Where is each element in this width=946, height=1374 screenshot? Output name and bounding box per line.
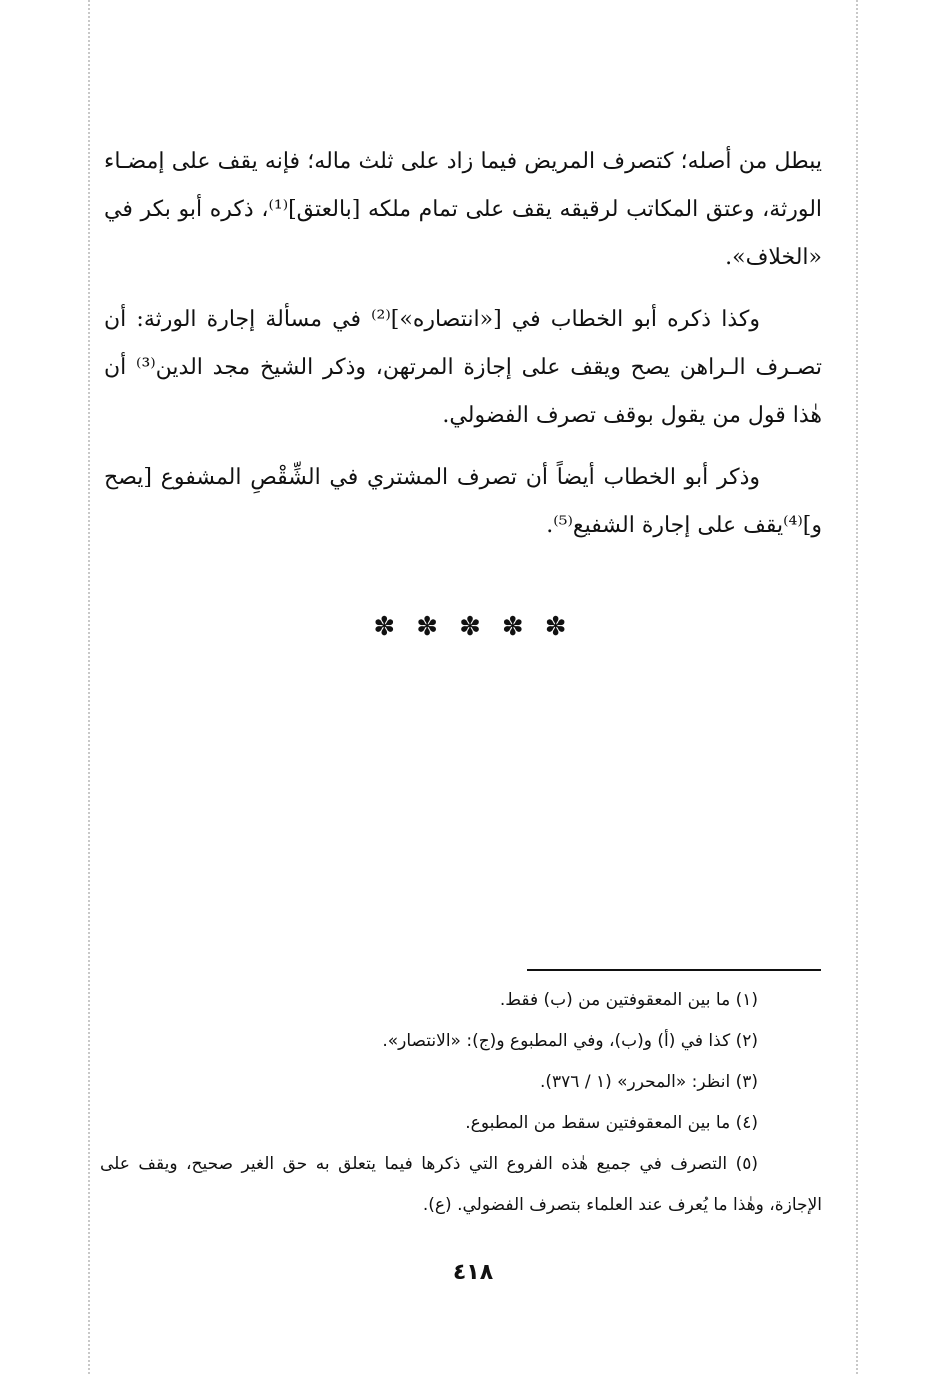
footnote-4: (٤) ما بين المعقوفتين سقط من المطبوع. [465, 1113, 758, 1133]
footnote-5: (٥) التصرف في جميع هٰذه الفروع التي ذكرها فيما يتعلق به حق الغير صحيح، ويقف على الإجازة، وهٰذا ما يُعرف عند العلماء بتصرف الفضولي. (ع). [100, 1154, 822, 1215]
footnote-3: (٣) انظر: «المحرر» (١ / ٣٧٦). [539, 1072, 758, 1092]
page-number: ٤١٨ [452, 1260, 494, 1285]
section-separator: ✽ ✽ ✽ ✽ ✽ [373, 612, 573, 642]
main-text [104, 138, 822, 564]
paragraph-2: وكذا ذكره أبو الخطاب في [«انتصاره»]⁽²⁾ في مسألة إجارة الورثة: أن تصـرف الـراهن يصح ويقف على إجازة المرتهن، وذكر الشيخ مجد الدين⁽³⁾ أن هٰذا قول من يقول بوقف تصرف الفضولي. [104, 307, 822, 428]
footnote-divider [527, 969, 821, 971]
paragraph-1: يبطل من أصله؛ كتصرف المريض فيما زاد على ثلث ماله؛ فإنه يقف على إمضـاء الورثة، وعتق المكاتب لرقيقه يقف على تمام ملكه [بالعتق]⁽¹⁾، ذكره أبو بكر في «الخلاف». [104, 149, 823, 270]
scan-margin-dots-right [856, 0, 858, 1374]
footnote-1: (١) ما بين المعقوفتين من (ب) فقط. [499, 990, 758, 1010]
footnotes [100, 980, 822, 1226]
footnote-2: (٢) كذا في (أ) و(ب)، وفي المطبوع و(ج): «الانتصار». [382, 1031, 758, 1051]
paragraph-3: وذكر أبو الخطاب أيضاً أن تصرف المشتري في الشِّقْصِ المشفوع [يصح و]⁽⁴⁾يقف على إجارة الشفيع⁽⁵⁾. [104, 465, 822, 538]
scan-margin-dots-left [88, 0, 90, 1374]
